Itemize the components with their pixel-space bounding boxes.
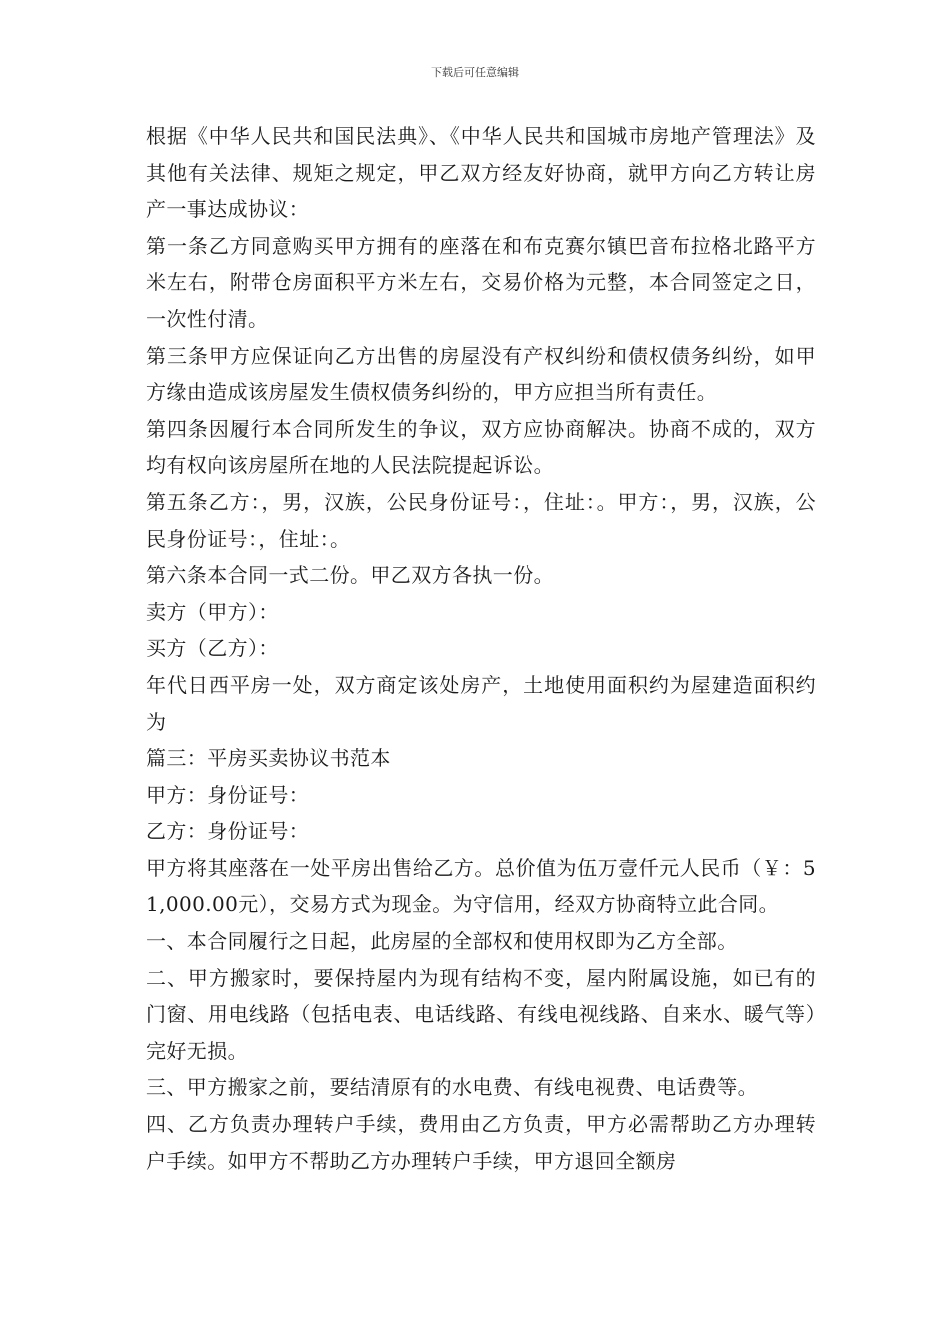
paragraph-property-note: 年代日西平房一处，双方商定该处房产，土地使用面积约为屋建造面积约为: [146, 672, 816, 734]
clause-1: 一、本合同履行之日起，此房屋的全部权和使用权即为乙方全部。: [146, 929, 738, 954]
document-body: [146, 118, 816, 1179]
paragraph-preamble: 根据《中华人民共和国民法典》、《中华人民共和国城市房地产管理法》及其他有关法律、规矩之规定，甲乙双方经友好协商，就甲方向乙方转让房产一事达成协议：: [146, 124, 816, 222]
paragraph-article-3: 第三条甲方应保证向乙方出售的房屋没有产权纠纷和债权债务纠纷，如甲方缘由造成该房屋发生债权债务纠纷的，甲方应担当所有责任。: [146, 343, 816, 405]
paragraph-article-1: 第一条乙方同意购买甲方拥有的座落在和布克赛尔镇巴音布拉格北路平方米左右，附带仓房面积平方米左右，交易价格为元整，本合同签定之日，一次性付清。: [146, 233, 816, 331]
section-title-part-3: 篇三：平房买卖协议书范本: [146, 746, 391, 771]
paragraph-sale-terms: 甲方将其座落在一处平房出售给乙方。总价值为伍万壹仟元人民币（￥：51,000.00元），交易方式为现金。为守信用，经双方协商特立此合同。: [146, 855, 816, 917]
clause-2: 二、甲方搬家时，要保持屋内为现有结构不变，屋内附属设施，如已有的门窗、用电线路（包括电表、电话线路、有线电视线路、自来水、暖气等）完好无损。: [146, 965, 816, 1063]
paragraph-article-4: 第四条因履行本合同所发生的争议，双方应协商解决。协商不成的，双方均有权向该房屋所在地的人民法院提起诉讼。: [146, 416, 816, 478]
party-a-id-line: 甲方：身份证号：: [146, 782, 310, 807]
clause-4: 四、乙方负责办理转户手续，费用由乙方负责，甲方必需帮助乙方办理转户手续。如甲方不帮助乙方办理转户手续，甲方退回全额房: [146, 1112, 816, 1173]
clause-3: 三、甲方搬家之前，要结清原有的水电费、有线电视费、电话费等。: [146, 1075, 758, 1100]
paragraph-article-5: 第五条乙方：，男，汉族，公民身份证号：，住址：。甲方：，男，汉族，公民身份证号：，住址：。: [146, 489, 816, 551]
seller-signature-line: 卖方（甲方）：: [146, 599, 279, 624]
party-b-id-line: 乙方：身份证号：: [146, 819, 310, 844]
page-header-note: 下载后可任意编辑: [431, 66, 519, 79]
buyer-signature-line: 买方（乙方）：: [146, 636, 279, 661]
paragraph-article-6: 第六条本合同一式二份。甲乙双方各执一份。: [146, 563, 554, 588]
